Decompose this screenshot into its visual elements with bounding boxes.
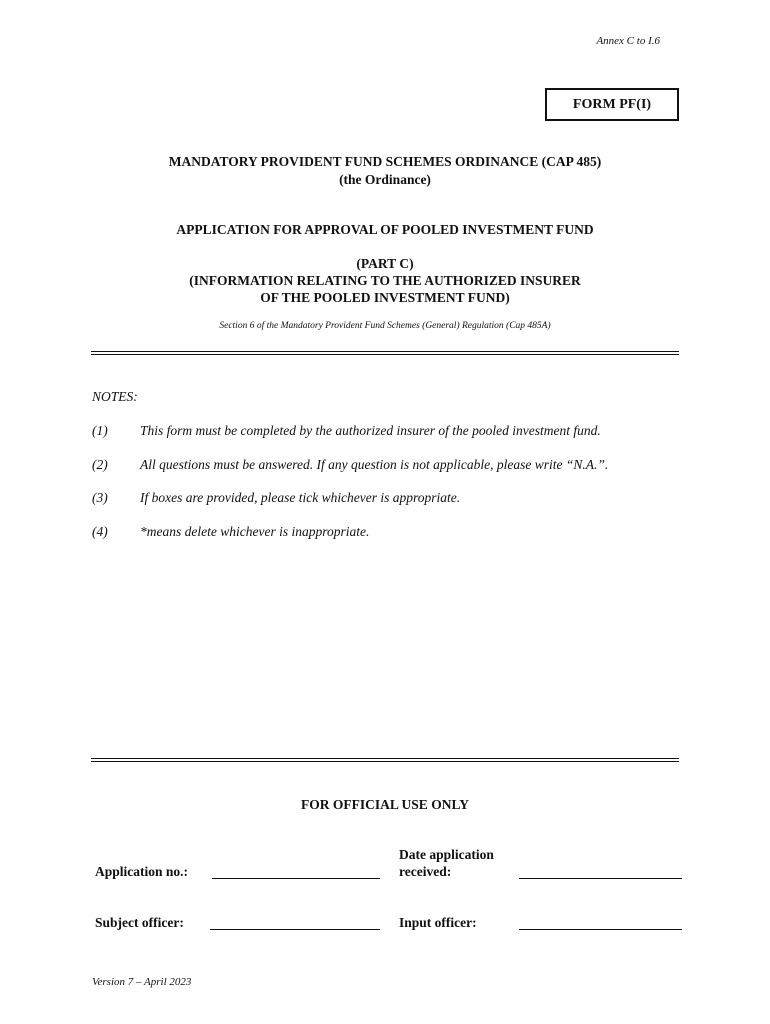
date-received-label-line2: received: bbox=[399, 864, 452, 879]
note-number: (3) bbox=[92, 490, 108, 505]
input-officer-label: Input officer: bbox=[399, 915, 477, 930]
input-officer-field[interactable] bbox=[519, 929, 682, 930]
date-received-field[interactable] bbox=[519, 878, 682, 879]
application-no-label: Application no.: bbox=[95, 864, 189, 879]
note-text: *means delete whichever is inappropriate. bbox=[140, 524, 370, 539]
divider-top bbox=[91, 351, 679, 355]
note-text: All questions must be answered. If any question is not applicable, please write “N.A.”. bbox=[140, 457, 609, 472]
note-text: If boxes are provided, please tick whichever is appropriate. bbox=[140, 490, 461, 505]
note-number: (1) bbox=[92, 423, 108, 438]
note-number: (2) bbox=[92, 457, 108, 472]
ordinance-subtitle: (the Ordinance) bbox=[339, 172, 431, 187]
form-code: FORM PF(I) bbox=[572, 96, 652, 112]
ordinance-title: MANDATORY PROVIDENT FUND SCHEMES ORDINANCE (CAP 485) bbox=[168, 154, 602, 169]
note-number: (4) bbox=[92, 524, 108, 539]
form-code-box bbox=[545, 88, 679, 121]
annex-label: Annex C to I.6 bbox=[596, 35, 660, 47]
info-title-line2: OF THE POOLED INVESTMENT FUND) bbox=[260, 290, 510, 305]
notes-heading: NOTES: bbox=[92, 389, 138, 404]
date-received-label-line1: Date application bbox=[399, 847, 494, 862]
version-footer: Version 7 – April 2023 bbox=[92, 976, 192, 988]
divider-bottom bbox=[91, 758, 679, 762]
application-title: APPLICATION FOR APPROVAL OF POOLED INVESTMENT FUND bbox=[176, 222, 594, 237]
section-reference: Section 6 of the Mandatory Provident Fund Schemes (General) Regulation (Cap 485A) bbox=[219, 321, 551, 331]
note-text: This form must be completed by the authorized insurer of the pooled investment fund. bbox=[140, 423, 601, 438]
subject-officer-field[interactable] bbox=[210, 929, 380, 930]
official-use-heading: FOR OFFICIAL USE ONLY bbox=[301, 797, 469, 812]
part-label: (PART C) bbox=[356, 256, 414, 271]
info-title-line1: (INFORMATION RELATING TO THE AUTHORIZED INSURER bbox=[189, 273, 581, 288]
application-no-field[interactable] bbox=[212, 878, 380, 879]
subject-officer-label: Subject officer: bbox=[95, 915, 184, 930]
